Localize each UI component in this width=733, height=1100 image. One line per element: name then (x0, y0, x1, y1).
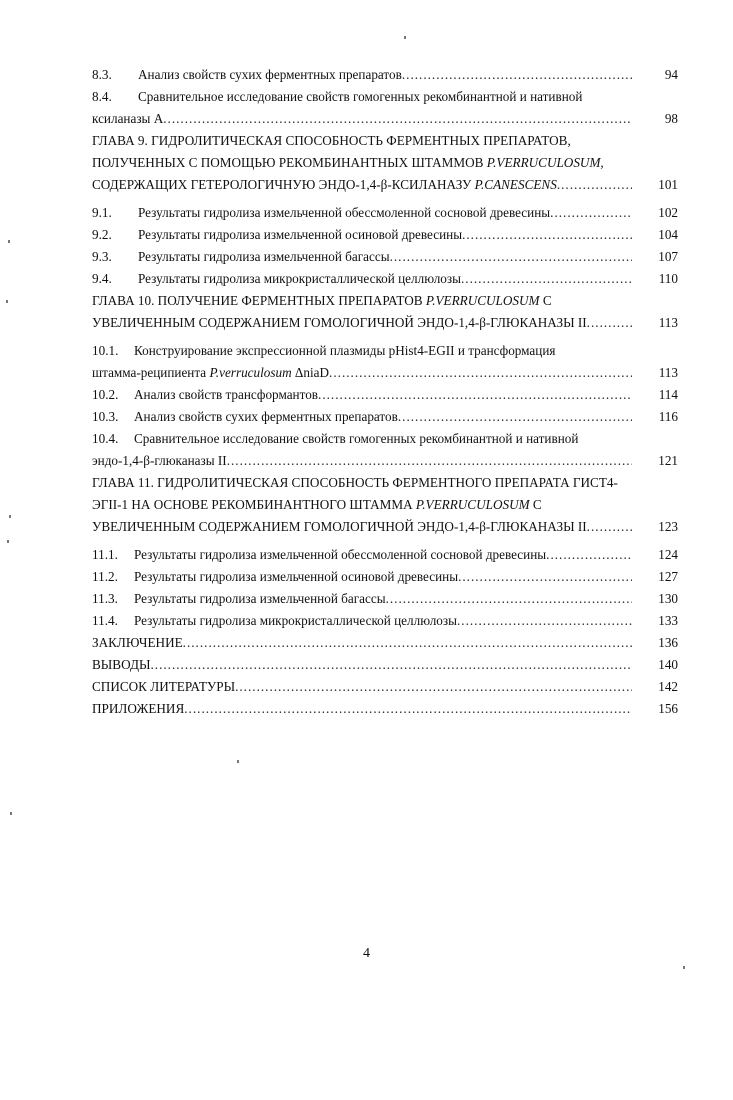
section-number: 10.3. (92, 406, 134, 428)
section-number: 8.4. (92, 86, 138, 108)
toc-entry-11-4[interactable] (92, 610, 678, 632)
chapter-title-line-3: УВЕЛИЧЕННЫМ СОДЕРЖАНИЕМ ГОМОЛОГИЧНОЙ ЭНДО-1,4-β-ГЛЮКАНАЗЫ II (92, 519, 587, 534)
section-number: 11.4. (92, 610, 134, 632)
entry-title: Результаты гидролиза микрокристаллической целлюлозы (134, 613, 457, 628)
section-number: 11.3. (92, 588, 134, 610)
entry-title: Анализ свойств трансформантов (134, 387, 319, 402)
toc-entry-11-3[interactable] (92, 588, 678, 610)
scan-speck (683, 966, 685, 969)
entry-title: ЗАКЛЮЧЕНИЕ (92, 635, 183, 650)
scan-speck (7, 540, 9, 543)
page-ref: 156 (638, 698, 678, 720)
organism-name: P.VERRUCULOSUM (415, 497, 530, 512)
chapter-title-line-1: ГЛАВА 9. ГИДРОЛИТИЧЕСКАЯ СПОСОБНОСТЬ ФЕРМЕНТНЫХ ПРЕПАРАТОВ, (92, 133, 571, 148)
toc-chapter-11[interactable] (92, 472, 678, 538)
entry-title-line-1: Сравнительное исследование свойств гомогенных рекомбинантной и нативной (134, 431, 579, 446)
page-ref: 113 (638, 362, 678, 384)
toc-conclusion[interactable] (92, 632, 678, 654)
section-number: 9.3. (92, 246, 138, 268)
page-number: 4 (363, 946, 370, 961)
entry-title: Анализ свойств сухих ферментных препаратов (134, 409, 398, 424)
toc-entry-11-1[interactable] (92, 544, 678, 566)
page-ref: 123 (638, 516, 678, 538)
page-ref: 142 (638, 676, 678, 698)
chapter-title-tail: С (529, 497, 542, 512)
toc-entry-9-4[interactable] (92, 268, 678, 290)
section-number: 10.4. (92, 428, 134, 450)
toc-entry-10-2[interactable] (92, 384, 678, 406)
organism-name: P.CANESCENS (474, 177, 557, 192)
toc-entry-8-3[interactable] (92, 64, 678, 86)
entry-title-line-2: эндо-1,4-β-глюканазы II (92, 453, 227, 468)
chapter-title-tail: С (539, 293, 552, 308)
page-ref: 113 (638, 312, 678, 334)
toc-entry-9-3[interactable] (92, 246, 678, 268)
scan-speck (404, 36, 406, 39)
entry-title-line-2: ксиланазы А (92, 111, 164, 126)
scan-speck (8, 240, 10, 243)
entry-title: СПИСОК ЛИТЕРАТУРЫ (92, 679, 236, 694)
toc-chapter-9[interactable] (92, 130, 678, 196)
section-number: 10.2. (92, 384, 134, 406)
page-ref: 98 (638, 108, 678, 130)
toc-findings[interactable] (92, 654, 678, 676)
entry-title-line-1: Конструирование экспрессионной плазмиды pHist4-EGII и трансформация (134, 343, 556, 358)
toc-chapter-10[interactable] (92, 290, 678, 334)
scan-speck (9, 515, 11, 518)
toc-appendices[interactable] (92, 698, 678, 720)
toc-entry-10-1[interactable] (92, 340, 678, 384)
chapter-title-line-1: ГЛАВА 11. ГИДРОЛИТИЧЕСКАЯ СПОСОБНОСТЬ ФЕРМЕНТНОГО ПРЕПАРАТА ГИСТ4- (92, 475, 618, 490)
entry-title-line-1: Сравнительное исследование свойств гомогенных рекомбинантной и нативной (138, 89, 583, 104)
toc-entry-8-4[interactable] (92, 86, 678, 130)
toc-entry-10-4[interactable] (92, 428, 678, 472)
toc-entry-9-1[interactable] (92, 202, 678, 224)
section-number: 9.1. (92, 202, 138, 224)
chapter-title-line-2: УВЕЛИЧЕННЫМ СОДЕРЖАНИЕМ ГОМОЛОГИЧНОЙ ЭНДО-1,4-β-ГЛЮКАНАЗЫ II (92, 315, 587, 330)
scan-speck (10, 812, 12, 815)
entry-title: Результаты гидролиза микрокристаллической целлюлозы (138, 271, 461, 286)
section-number: 10.1. (92, 340, 134, 362)
entry-title: ВЫВОДЫ (92, 657, 151, 672)
chapter-title-line-2: ПОЛУЧЕННЫХ С ПОМОЩЬЮ РЕКОМБИНАНТНЫХ ШТАММОВ (92, 155, 487, 170)
page-ref: 101 (638, 174, 678, 196)
section-number: 9.4. (92, 268, 138, 290)
toc-entry-10-3[interactable] (92, 406, 678, 428)
organism-name: P.VERRUCULOSUM (425, 293, 540, 308)
scan-speck (237, 760, 239, 763)
page-ref: 110 (638, 268, 678, 290)
page-ref: 130 (638, 588, 678, 610)
organism-name: P.verruculosum (209, 365, 292, 380)
entry-title: Результаты гидролиза измельченной обессмоленной сосновой древесины (138, 205, 551, 220)
toc-entry-11-2[interactable] (92, 566, 678, 588)
page-ref: 107 (638, 246, 678, 268)
entry-title: Результаты гидролиза измельченной обессмоленной сосновой древесины (134, 547, 547, 562)
chapter-title-line-2: ЭГII-1 НА ОСНОВЕ РЕКОМБИНАНТНОГО ШТАММА (92, 497, 416, 512)
page-ref: 104 (638, 224, 678, 246)
page-ref: 116 (638, 406, 678, 428)
page-ref: 127 (638, 566, 678, 588)
page-ref: 124 (638, 544, 678, 566)
organism-name: P.VERRUCULOSUM, (486, 155, 604, 170)
entry-title: Результаты гидролиза измельченной осиновой древесины (134, 569, 459, 584)
chapter-title-line-3: СОДЕРЖАЩИХ ГЕТЕРОЛОГИЧНУЮ ЭНДО-1,4-β-КСИЛАНАЗУ (92, 177, 475, 192)
table-of-contents (92, 64, 678, 720)
page-ref: 102 (638, 202, 678, 224)
page-ref: 94 (638, 64, 678, 86)
entry-title: ПРИЛОЖЕНИЯ (92, 701, 185, 716)
toc-entry-9-2[interactable] (92, 224, 678, 246)
page-ref: 114 (638, 384, 678, 406)
toc-references[interactable] (92, 676, 678, 698)
page-ref: 136 (638, 632, 678, 654)
entry-title: Результаты гидролиза измельченной багассы (138, 249, 390, 264)
entry-title: Анализ свойств сухих ферментных препаратов (138, 67, 402, 82)
entry-title-line-2: штамма-реципиента (92, 365, 210, 380)
page-ref: 133 (638, 610, 678, 632)
scan-speck (6, 300, 8, 303)
chapter-title-line-1: ГЛАВА 10. ПОЛУЧЕНИЕ ФЕРМЕНТНЫХ ПРЕПАРАТОВ (92, 293, 426, 308)
section-number: 8.3. (92, 64, 138, 86)
entry-title: Результаты гидролиза измельченной багассы (134, 591, 386, 606)
section-number: 9.2. (92, 224, 138, 246)
page-ref: 140 (638, 654, 678, 676)
strain-name: ΔniaD (291, 365, 330, 380)
section-number: 11.2. (92, 566, 134, 588)
page-ref: 121 (638, 450, 678, 472)
entry-title: Результаты гидролиза измельченной осиновой древесины (138, 227, 463, 242)
section-number: 11.1. (92, 544, 134, 566)
